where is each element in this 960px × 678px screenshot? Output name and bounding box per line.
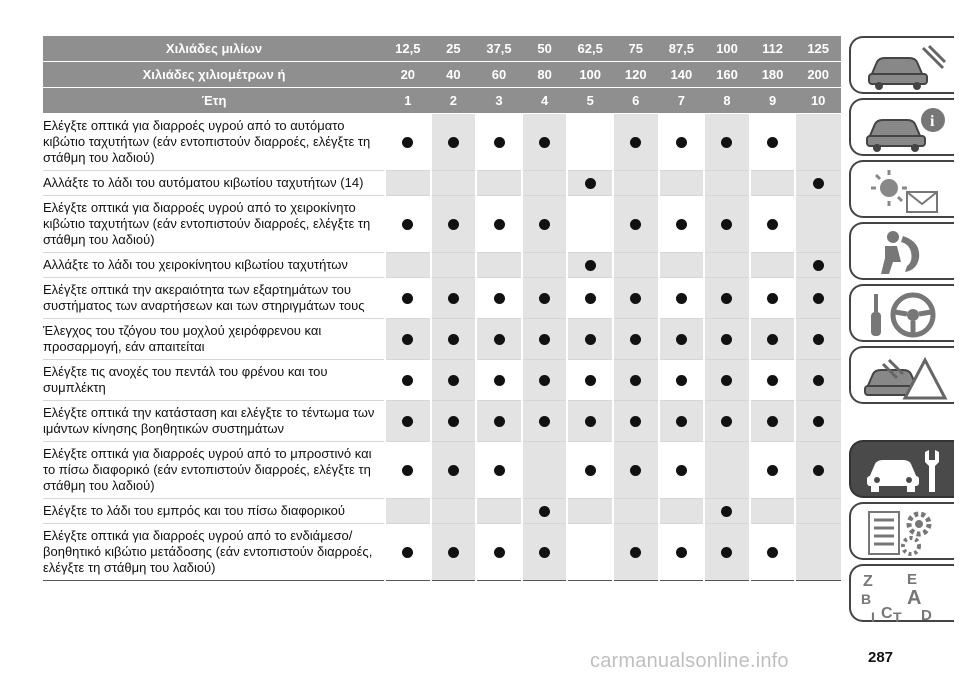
header-row — [43, 88, 841, 114]
interval-cell — [613, 278, 659, 319]
service-required-dot — [539, 416, 550, 427]
task-description: Ελέγξτε οπτικά για διαρροές υγρού από το ενδιάμεσο/βοηθητικό κιβώτιο μετάδοσης (εάν εντοπιστούν διαρροές, ελέγξτε τη στάθμη του λαδιού) — [43, 524, 385, 581]
interval-cell — [476, 114, 522, 171]
interval-cell — [704, 499, 750, 524]
tab-specifications[interactable] — [849, 502, 954, 560]
task-description: Ελέγξτε οπτικά την κατάσταση και ελέγξτε το τέντωμα των ιμάντων κίνησης βοηθητικών συστημάτων — [43, 401, 385, 442]
service-required-dot — [448, 219, 459, 230]
tab-safety[interactable] — [849, 222, 954, 280]
index-letter-d: D — [921, 607, 932, 624]
interval-cell — [567, 253, 613, 278]
interval-cell — [567, 442, 613, 499]
service-required-dot — [539, 293, 550, 304]
interval-cell — [431, 171, 477, 196]
interval-header: 180 — [750, 62, 796, 88]
interval-cell — [795, 171, 841, 196]
service-required-dot — [539, 547, 550, 558]
svg-text:i: i — [930, 113, 935, 130]
service-required-dot — [813, 416, 824, 427]
service-required-dot — [767, 547, 778, 558]
interval-cell — [750, 319, 796, 360]
service-required-dot — [676, 465, 687, 476]
service-required-dot — [494, 334, 505, 345]
interval-cell — [385, 171, 431, 196]
interval-cell — [613, 253, 659, 278]
interval-cell — [476, 253, 522, 278]
index-letter-t: T — [893, 609, 902, 625]
task-description: Ελέγξτε οπτικά για διαρροές υγρού από το χειροκίνητο κιβώτιο ταχυτήτων (εάν εντοπιστούν διαρροές, ελέγξτε τη στάθμη του λαδιού) — [43, 196, 385, 253]
interval-cell — [385, 499, 431, 524]
interval-cell — [522, 171, 568, 196]
service-required-dot — [539, 137, 550, 148]
interval-cell — [659, 114, 705, 171]
interval-header: 140 — [659, 62, 705, 88]
interval-cell — [522, 524, 568, 581]
service-required-dot — [402, 293, 413, 304]
interval-cell — [750, 401, 796, 442]
car-maintenance-wrench-icon — [863, 446, 949, 496]
service-required-dot — [448, 334, 459, 345]
service-required-dot — [402, 465, 413, 476]
schedule-header — [43, 36, 841, 114]
service-required-dot — [448, 137, 459, 148]
service-required-dot — [630, 219, 641, 230]
interval-header: 5 — [567, 88, 613, 114]
table-row — [43, 319, 841, 360]
alphabetical-index-icon — [863, 570, 949, 626]
interval-cell — [385, 401, 431, 442]
interval-cell — [659, 401, 705, 442]
tab-warning-lights[interactable] — [849, 160, 954, 218]
service-required-dot — [721, 547, 732, 558]
interval-cell — [476, 278, 522, 319]
interval-cell — [750, 499, 796, 524]
interval-header: 80 — [522, 62, 568, 88]
index-letter-e: E — [907, 571, 918, 588]
interval-cell — [795, 278, 841, 319]
interval-cell — [567, 360, 613, 401]
service-required-dot — [539, 375, 550, 386]
warning-light-message-icon — [863, 166, 949, 216]
car-emergency-triangle-icon — [863, 352, 949, 402]
interval-cell — [795, 499, 841, 524]
service-required-dot — [676, 293, 687, 304]
service-required-dot — [402, 334, 413, 345]
watermark: carmanualsonline.info — [590, 650, 789, 672]
service-required-dot — [448, 547, 459, 558]
table-row — [43, 171, 841, 196]
interval-header: 120 — [613, 62, 659, 88]
service-required-dot — [539, 219, 550, 230]
interval-cell — [385, 442, 431, 499]
table-row — [43, 253, 841, 278]
interval-cell — [659, 319, 705, 360]
interval-cell — [704, 401, 750, 442]
service-required-dot — [448, 293, 459, 304]
table-row — [43, 114, 841, 171]
interval-cell — [613, 196, 659, 253]
interval-cell — [476, 524, 522, 581]
interval-header: 6 — [613, 88, 659, 114]
table-row — [43, 524, 841, 581]
interval-cell — [431, 319, 477, 360]
service-required-dot — [585, 260, 596, 271]
interval-header: 8 — [704, 88, 750, 114]
service-required-dot — [721, 334, 732, 345]
interval-cell — [750, 253, 796, 278]
interval-cell — [522, 401, 568, 442]
service-required-dot — [676, 547, 687, 558]
service-required-dot — [585, 375, 596, 386]
interval-cell — [750, 171, 796, 196]
interval-header: 200 — [795, 62, 841, 88]
service-required-dot — [721, 219, 732, 230]
interval-cell — [613, 524, 659, 581]
interval-cell — [750, 278, 796, 319]
service-required-dot — [721, 137, 732, 148]
interval-cell — [613, 442, 659, 499]
tab-emergency[interactable] — [849, 346, 954, 404]
interval-cell — [750, 114, 796, 171]
interval-cell — [385, 114, 431, 171]
service-required-dot — [539, 506, 550, 517]
table-row — [43, 499, 841, 524]
index-letter-b: B — [861, 591, 872, 607]
interval-cell — [704, 319, 750, 360]
service-required-dot — [494, 375, 505, 386]
service-required-dot — [721, 416, 732, 427]
interval-cell — [522, 442, 568, 499]
interval-cell — [659, 196, 705, 253]
interval-cell — [659, 253, 705, 278]
service-required-dot — [494, 219, 505, 230]
service-required-dot — [402, 375, 413, 386]
interval-cell — [704, 360, 750, 401]
task-description: Ελέγξτε τις ανοχές του πεντάλ του φρένου και του συμπλέκτη — [43, 360, 385, 401]
interval-cell — [613, 114, 659, 171]
header-label: Έτη — [43, 88, 385, 114]
service-required-dot — [767, 465, 778, 476]
interval-cell — [567, 278, 613, 319]
index-letter-a: A — [907, 587, 922, 609]
interval-cell — [750, 196, 796, 253]
service-required-dot — [585, 465, 596, 476]
service-required-dot — [813, 260, 824, 271]
interval-header: 75 — [613, 36, 659, 62]
key-steering-wheel-icon — [863, 290, 949, 340]
interval-cell — [659, 278, 705, 319]
index-letter-c: C — [881, 605, 893, 622]
service-required-dot — [676, 375, 687, 386]
header-row — [43, 36, 841, 62]
interval-cell — [431, 401, 477, 442]
interval-header: 50 — [522, 36, 568, 62]
interval-cell — [385, 319, 431, 360]
interval-cell — [659, 442, 705, 499]
interval-header: 4 — [522, 88, 568, 114]
service-required-dot — [539, 334, 550, 345]
interval-cell — [704, 253, 750, 278]
interval-cell — [567, 524, 613, 581]
task-description: Ελέγξτε οπτικά την ακεραιότητα των εξαρτημάτων του συστήματος των αναρτήσεων και των στηριγμάτων τους — [43, 278, 385, 319]
airbag-seat-icon — [863, 228, 949, 278]
interval-cell — [704, 196, 750, 253]
interval-header: 125 — [795, 36, 841, 62]
service-required-dot — [767, 219, 778, 230]
task-description: Έλεγχος του τζόγου του μοχλού χειρόφρενου και προσαρμογή, εάν απαιτείται — [43, 319, 385, 360]
interval-header: 7 — [659, 88, 705, 114]
task-description: Αλλάξτε το λάδι του αυτόματου κιβωτίου ταχυτήτων (14) — [43, 171, 385, 196]
service-required-dot — [676, 416, 687, 427]
service-required-dot — [630, 137, 641, 148]
interval-cell — [613, 360, 659, 401]
service-required-dot — [813, 293, 824, 304]
service-required-dot — [813, 178, 824, 189]
car-dashboard-icon — [863, 42, 949, 92]
specifications-gear-icon — [863, 508, 949, 558]
service-required-dot — [448, 375, 459, 386]
interval-cell — [795, 360, 841, 401]
service-required-dot — [630, 334, 641, 345]
service-required-dot — [402, 416, 413, 427]
interval-cell — [476, 360, 522, 401]
interval-cell — [431, 524, 477, 581]
interval-cell — [431, 253, 477, 278]
interval-header: 10 — [795, 88, 841, 114]
table-row — [43, 278, 841, 319]
header-label: Χιλιάδες μιλίων — [43, 36, 385, 62]
tab-maintenance[interactable] — [849, 440, 954, 498]
service-required-dot — [585, 178, 596, 189]
interval-header: 100 — [567, 62, 613, 88]
service-required-dot — [402, 547, 413, 558]
interval-header: 40 — [431, 62, 477, 88]
service-required-dot — [494, 547, 505, 558]
interval-cell — [613, 171, 659, 196]
interval-cell — [476, 401, 522, 442]
tab-car-dashboard[interactable] — [849, 36, 954, 94]
service-required-dot — [767, 416, 778, 427]
page-number: 287 — [868, 649, 894, 666]
interval-cell — [795, 442, 841, 499]
service-required-dot — [767, 293, 778, 304]
service-required-dot — [813, 465, 824, 476]
interval-header: 3 — [476, 88, 522, 114]
interval-cell — [431, 278, 477, 319]
service-required-dot — [676, 334, 687, 345]
service-required-dot — [630, 293, 641, 304]
interval-cell — [795, 319, 841, 360]
interval-cell — [431, 114, 477, 171]
service-required-dot — [721, 375, 732, 386]
interval-cell — [659, 360, 705, 401]
service-required-dot — [630, 416, 641, 427]
service-required-dot — [767, 137, 778, 148]
header-row — [43, 62, 841, 88]
interval-cell — [567, 401, 613, 442]
interval-cell — [385, 278, 431, 319]
interval-cell — [750, 524, 796, 581]
interval-cell — [613, 499, 659, 524]
interval-cell — [522, 196, 568, 253]
service-required-dot — [585, 416, 596, 427]
interval-cell — [522, 253, 568, 278]
interval-cell — [522, 278, 568, 319]
interval-cell — [567, 196, 613, 253]
interval-cell — [385, 253, 431, 278]
interval-header: 25 — [431, 36, 477, 62]
service-required-dot — [585, 293, 596, 304]
service-required-dot — [402, 219, 413, 230]
interval-header: 62,5 — [567, 36, 613, 62]
interval-cell — [704, 114, 750, 171]
interval-header: 112 — [750, 36, 796, 62]
task-description: Αλλάξτε το λάδι του χειροκίνητου κιβωτίου ταχυτήτων — [43, 253, 385, 278]
interval-header: 9 — [750, 88, 796, 114]
interval-cell — [795, 401, 841, 442]
service-required-dot — [494, 416, 505, 427]
interval-cell — [431, 499, 477, 524]
interval-cell — [613, 319, 659, 360]
car-info-icon — [863, 104, 949, 154]
interval-cell — [476, 499, 522, 524]
interval-cell — [476, 196, 522, 253]
interval-cell — [567, 171, 613, 196]
service-required-dot — [448, 416, 459, 427]
interval-cell — [795, 253, 841, 278]
interval-cell — [795, 114, 841, 171]
interval-cell — [659, 524, 705, 581]
service-required-dot — [813, 334, 824, 345]
service-required-dot — [402, 137, 413, 148]
service-required-dot — [721, 293, 732, 304]
table-row — [43, 442, 841, 499]
interval-cell — [476, 442, 522, 499]
interval-cell — [431, 196, 477, 253]
interval-cell — [567, 319, 613, 360]
service-required-dot — [630, 465, 641, 476]
table-row — [43, 360, 841, 401]
schedule-body — [43, 114, 841, 581]
interval-cell — [750, 360, 796, 401]
interval-cell — [431, 442, 477, 499]
interval-header: 37,5 — [476, 36, 522, 62]
interval-header: 2 — [431, 88, 477, 114]
interval-cell — [476, 171, 522, 196]
interval-cell — [522, 499, 568, 524]
maintenance-schedule-table — [43, 36, 841, 581]
interval-cell — [704, 524, 750, 581]
interval-cell — [567, 499, 613, 524]
interval-cell — [704, 171, 750, 196]
tab-starting-driving[interactable] — [849, 284, 954, 342]
service-required-dot — [676, 219, 687, 230]
service-required-dot — [767, 334, 778, 345]
service-required-dot — [494, 137, 505, 148]
service-required-dot — [813, 375, 824, 386]
interval-cell — [385, 360, 431, 401]
interval-header: 100 — [704, 36, 750, 62]
interval-cell — [704, 442, 750, 499]
table-row — [43, 196, 841, 253]
service-required-dot — [721, 506, 732, 517]
interval-header: 87,5 — [659, 36, 705, 62]
task-description: Ελέγξτε οπτικά για διαρροές υγρού από το αυτόματο κιβώτιο ταχυτήτων (εάν εντοπιστούν διαρροές, ελέγξτε τη στάθμη του λαδιού) — [43, 114, 385, 171]
tab-car-info[interactable] — [849, 98, 954, 156]
service-required-dot — [494, 465, 505, 476]
table-row — [43, 401, 841, 442]
service-required-dot — [767, 375, 778, 386]
interval-cell — [659, 499, 705, 524]
interval-header: 1 — [385, 88, 431, 114]
interval-cell — [795, 196, 841, 253]
index-letter-i: I — [871, 609, 875, 625]
interval-header: 60 — [476, 62, 522, 88]
interval-cell — [522, 360, 568, 401]
interval-header: 12,5 — [385, 36, 431, 62]
task-description: Ελέγξτε το λάδι του εμπρός και του πίσω διαφορικού — [43, 499, 385, 524]
interval-cell — [613, 401, 659, 442]
tab-index[interactable] — [849, 564, 954, 625]
service-required-dot — [630, 375, 641, 386]
interval-cell — [431, 360, 477, 401]
interval-header: 160 — [704, 62, 750, 88]
interval-cell — [659, 171, 705, 196]
header-label: Χιλιάδες χιλιομέτρων ή — [43, 62, 385, 88]
interval-cell — [385, 196, 431, 253]
service-required-dot — [630, 547, 641, 558]
interval-cell — [522, 114, 568, 171]
interval-cell — [385, 524, 431, 581]
interval-header: 20 — [385, 62, 431, 88]
interval-cell — [795, 524, 841, 581]
interval-cell — [567, 114, 613, 171]
interval-cell — [522, 319, 568, 360]
service-required-dot — [448, 465, 459, 476]
service-required-dot — [676, 137, 687, 148]
service-required-dot — [585, 334, 596, 345]
index-letter-z: Z — [863, 573, 873, 590]
task-description: Ελέγξτε οπτικά για διαρροές υγρού από το μπροστινό και το πίσω διαφορικό (εάν εντοπιστούν διαρροές, ελέγξτε τη στάθμη του λαδιού) — [43, 442, 385, 499]
service-required-dot — [494, 293, 505, 304]
interval-cell — [476, 319, 522, 360]
interval-cell — [750, 442, 796, 499]
interval-cell — [704, 278, 750, 319]
